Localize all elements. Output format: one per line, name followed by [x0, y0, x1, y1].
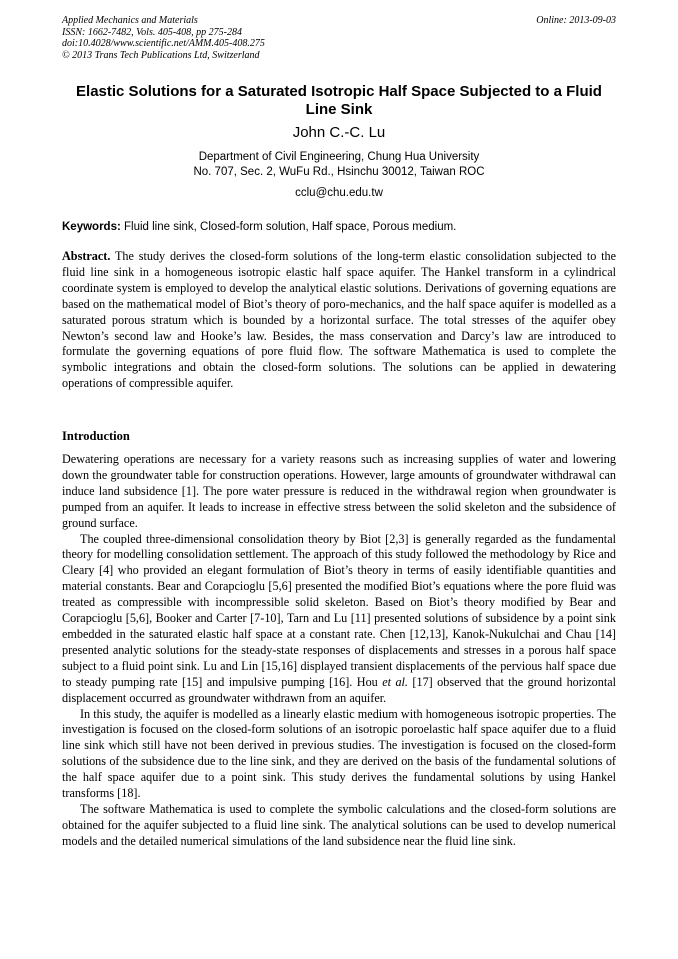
- affiliation-line-1: Department of Civil Engineering, Chung Hua University: [198, 151, 480, 163]
- author-affiliation: [62, 150, 616, 180]
- online-date: Online: 2013-09-03: [536, 15, 616, 26]
- intro-paragraph-2-text: The coupled three-dimensional consolidation theory by Biot [2,3] is generally regarded as the fundamental theory for modelling consolidation settlement. The approach of this study followed the methodology by Rice and Cleary [4] who provided an elegant formulation of Biot’s theory in terms of easily identifiable quantities and material constants. Bear and Corapcioglu [5,6] presented the modified Biot’s equations where the pore fluid was treated as compressible with incompressible solid skeleton. Based on Biot’s theory modified by Bear and Corapcioglu [5,6], Booker and Carter [7-10], Tarn and Lu [11] presented solutions of subsidence by a point sink embedded in the saturated elastic half space at a constant rate. Chen [12,13], Kanok-Nukulchai and Chau [14] presented analytic solutions for the steady-state responses of displacements and stresses in a porous half space subject to a fluid point sink. Lu and Lin [15,16] displayed transient displacements of the pervious half space due to steady pumping rate [15] and impulsive pumping [16]. Hou: [62, 531, 616, 689]
- journal-issn: ISSN: 1662-7482, Vols. 405-408, pp 275-284: [62, 26, 242, 38]
- paper-title: Elastic Solutions for a Saturated Isotropic Half Space Subjected to a Fluid Line Sink: [76, 83, 602, 118]
- abstract-label: Abstract.: [62, 249, 111, 263]
- affiliation-line-2: No. 707, Sec. 2, WuFu Rd., Hsinchu 30012, Taiwan ROC: [193, 166, 485, 178]
- author-email: cclu@chu.edu.tw: [295, 187, 383, 199]
- abstract-text: The study derives the closed-form solutions of the long-term elastic consolidation subjected to the fluid line sink in a homogeneous isotropic elastic half space aquifer. The Hankel transform in a cylindrical coordinate system is employed to develop the analytical elastic solutions. Derivations of governing equations are based on the mathematical model of Biot’s theory of poro-mechanics, and the half space aquifer is modelled as a saturated porous stratum which is bounded by a horizontal surface. The total stresses of the aquifer obey Newton’s second law and Hooke’s law. Besides, the mass conservation and Darcy’s law are introduced to formulate the governing equations of pore fluid flow. The software Mathematica is used to complete the symbolic integrations and obtain the closed-form solutions. The solutions can be applied in dewatering operations of compressible aquifer.: [62, 249, 616, 391]
- journal-name: Applied Mechanics and Materials: [62, 15, 198, 26]
- author-name: John C.-C. Lu: [292, 124, 386, 141]
- intro-paragraph-2-tail: [17] observed that the ground horizontal displacement occurred as groundwater withdrawn from an aquifer.: [62, 674, 616, 705]
- section-heading-introduction: Introduction: [62, 429, 130, 443]
- journal-copyright: © 2013 Trans Tech Publications Ltd, Switzerland: [62, 49, 260, 61]
- intro-paragraph-2: [62, 532, 616, 707]
- journal-header: [62, 15, 616, 61]
- intro-paragraph-2-italic: et al.: [382, 674, 408, 689]
- intro-paragraph-3: In this study, the aquifer is modelled as a linearly elastic medium with homogeneous isotropic properties. The investigation is focused on the closed-form solutions of an isotropic poroelastic half space aquifer due to a fluid line sink which still have not been derived in previous studies. The investigation is focused on the closed-form solutions of the subsidence due to the line sink, and they are derived on the basis of the fundamental solutions of the half space aquifer due to a point sink. This study derives the fundamental solutions by using Hankel transforms [18].: [62, 706, 616, 801]
- keywords-text: Fluid line sink, Closed-form solution, Half space, Porous medium.: [124, 221, 457, 233]
- introduction-body: [62, 452, 616, 850]
- intro-paragraph-4: The software Mathematica is used to complete the symbolic calculations and the closed-form solutions are obtained for the aquifer subjected to a fluid line sink. The analytical solutions can be used to develop numerical models and the detailed numerical simulations of the land subsidence near the fluid line sink.: [62, 801, 616, 848]
- journal-doi: doi:10.4028/www.scientific.net/AMM.405-408.275: [62, 38, 265, 49]
- abstract: [62, 249, 616, 392]
- keywords: [62, 220, 616, 235]
- keywords-label: Keywords:: [62, 221, 121, 233]
- intro-paragraph-1: Dewatering operations are necessary for a variety reasons such as increasing supplies of water and lowering down the groundwater table for construction operations. However, large amounts of groundwater withdrawal can induce land subsidence [1]. The pore water pressure is reduced in the withdrawal region when groundwater is pumped from an aquifer. It leads to increase in effective stress between the solid skeleton and the subsidence of ground surface.: [62, 452, 616, 530]
